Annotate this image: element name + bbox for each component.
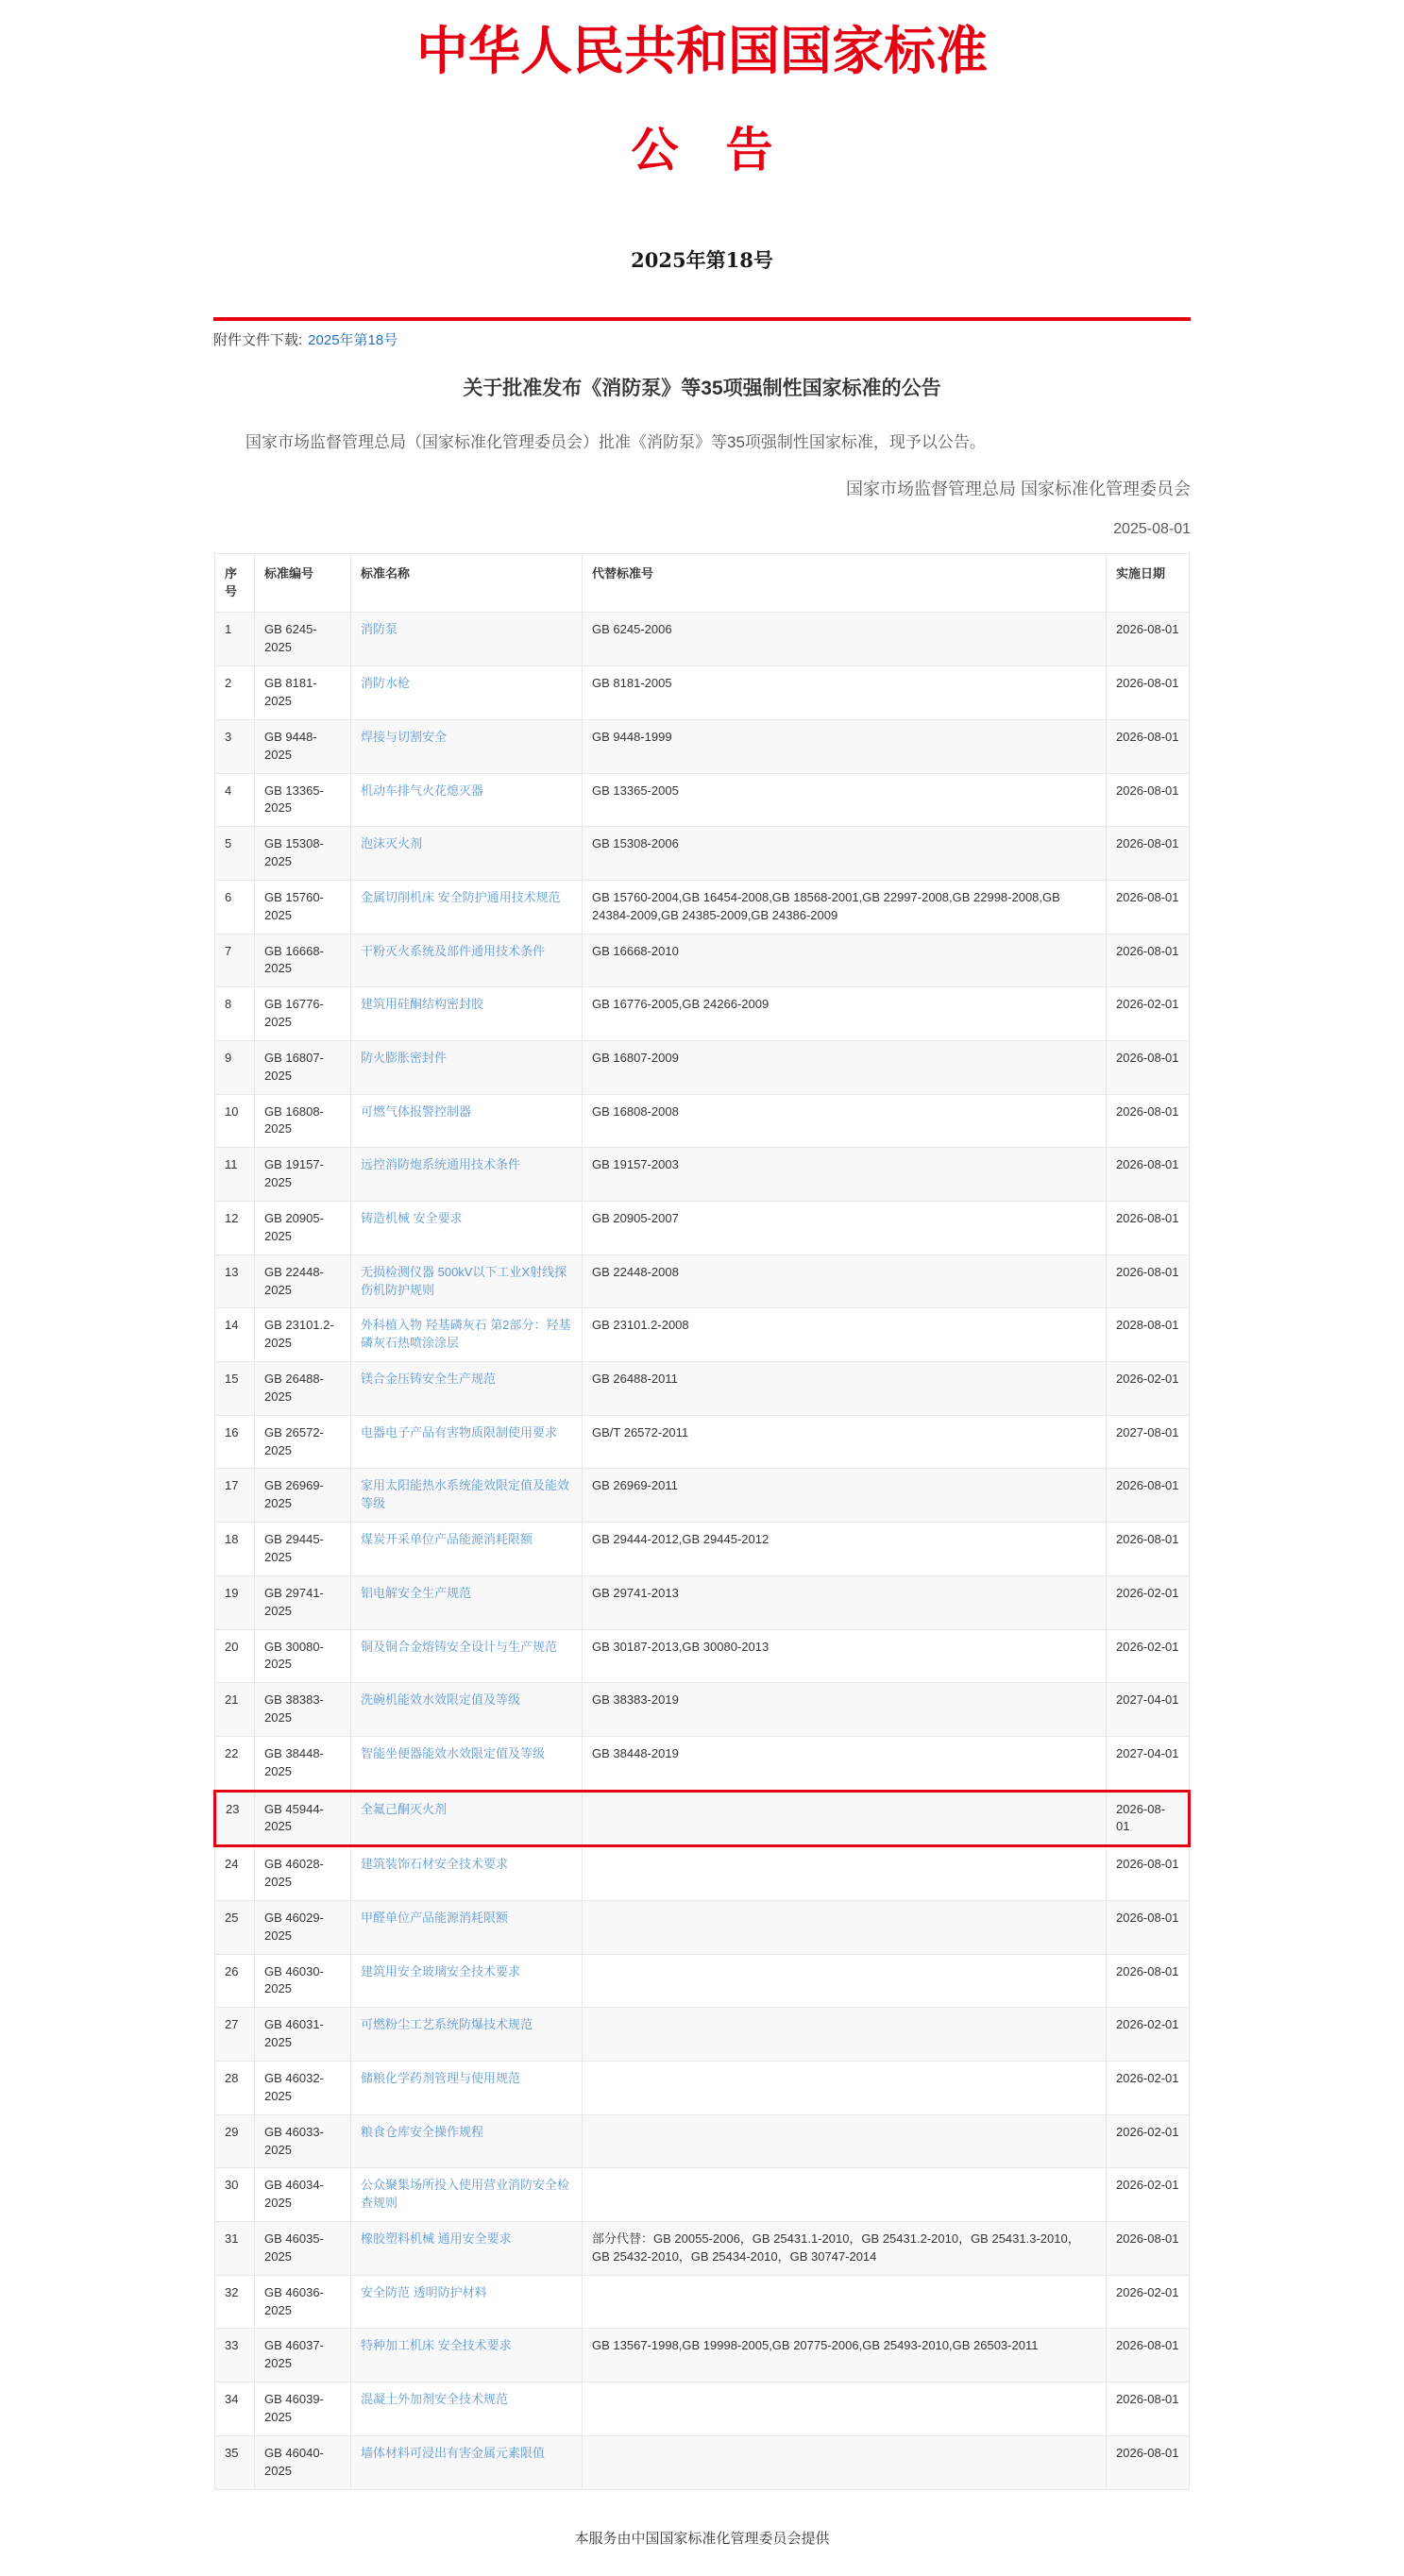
standard-name-link[interactable]: 机动车排气火花熄灭器 [361, 783, 484, 798]
cell-seq: 3 [215, 719, 255, 773]
cell-standard-code: GB 46034-2025 [255, 2168, 351, 2222]
publication-date: 2025-08-01 [1113, 520, 1191, 537]
cell-standard-code: GB 16807-2025 [255, 1040, 351, 1094]
cell-standard-name [351, 1094, 583, 1148]
cell-seq: 1 [215, 613, 255, 666]
table-row [215, 1900, 1190, 1954]
standard-name-link[interactable]: 公众聚集场所投入使用营业消防安全检查规则 [361, 2178, 570, 2211]
cell-implementation-date: 2026-08-01 [1107, 1469, 1190, 1523]
cell-standard-name [351, 2008, 583, 2062]
cell-implementation-date: 2026-08-01 [1107, 1040, 1190, 1094]
table-row [215, 2062, 1190, 2115]
cell-standard-code: GB 46037-2025 [255, 2329, 351, 2382]
cell-replaced-standards: GB 26969-2011 [583, 1469, 1107, 1523]
red-divider [213, 317, 1191, 321]
standard-name-link[interactable]: 铜及铜合金熔铸安全设计与生产规范 [361, 1639, 558, 1654]
cell-replaced-standards: GB 29444-2012,GB 29445-2012 [583, 1523, 1107, 1576]
table-row [215, 1094, 1190, 1148]
cell-standard-code: GB 22448-2025 [255, 1254, 351, 1308]
cell-standard-code: GB 15308-2025 [255, 827, 351, 881]
cell-standard-name [351, 2114, 583, 2168]
cell-replaced-standards [583, 1900, 1107, 1954]
cell-seq: 7 [215, 934, 255, 987]
standard-name-link[interactable]: 镁合金压铸安全生产规范 [361, 1372, 497, 1387]
cell-standard-name [351, 987, 583, 1041]
cell-standard-name [351, 1575, 583, 1629]
standard-name-link[interactable]: 洗碗机能效水效限定值及等级 [361, 1692, 521, 1708]
cell-implementation-date: 2026-08-01 [1107, 1846, 1190, 1901]
table-row [215, 1362, 1190, 1416]
standard-name-link[interactable]: 建筑用安全玻璃安全技术要求 [361, 1963, 521, 1978]
standard-name-link[interactable]: 全氟己酮灭火剂 [361, 1801, 448, 1816]
cell-replaced-standards: GB 30187-2013,GB 30080-2013 [583, 1629, 1107, 1683]
standard-name-link[interactable]: 智能坐便器能效水效限定值及等级 [361, 1745, 546, 1760]
cell-standard-name [351, 773, 583, 827]
cell-seq: 35 [215, 2435, 255, 2489]
table-row [215, 1954, 1190, 2008]
table-row [215, 666, 1190, 720]
cell-implementation-date: 2026-08-01 [1107, 1900, 1190, 1954]
cell-standard-code: GB 26969-2025 [255, 1469, 351, 1523]
cell-replaced-standards [583, 2435, 1107, 2489]
table-row [215, 1254, 1190, 1308]
table-row [215, 1415, 1190, 1469]
standard-name-link[interactable]: 可燃粉尘工艺系统防爆技术规范 [361, 2017, 533, 2032]
table-row [215, 613, 1190, 666]
cell-replaced-standards [583, 2008, 1107, 2062]
cell-replaced-standards [583, 2382, 1107, 2436]
cell-standard-name [351, 2062, 583, 2115]
cell-standard-name [351, 2382, 583, 2436]
cell-standard-code: GB 29445-2025 [255, 1523, 351, 1576]
cell-standard-code: GB 23101.2-2025 [255, 1308, 351, 1362]
cell-standard-code: GB 16808-2025 [255, 1094, 351, 1148]
cell-implementation-date: 2027-04-01 [1107, 1736, 1190, 1791]
cell-standard-code: GB 6245-2025 [255, 613, 351, 666]
standard-name-link[interactable]: 甲醛单位产品能源消耗限额 [361, 1910, 509, 1925]
standard-name-link[interactable]: 特种加工机床 安全技术要求 [361, 2338, 512, 2353]
cell-standard-code: GB 46030-2025 [255, 1954, 351, 2008]
table-row [215, 2329, 1190, 2382]
cell-standard-code: GB 46039-2025 [255, 2382, 351, 2436]
cell-seq: 11 [215, 1148, 255, 1202]
cell-implementation-date: 2026-02-01 [1107, 2062, 1190, 2115]
announcement-page [213, 0, 1191, 2576]
cell-implementation-date: 2027-08-01 [1107, 1415, 1190, 1469]
cell-standard-name [351, 1040, 583, 1094]
cell-seq: 22 [215, 1736, 255, 1791]
announcement-title: 关于批准发布《消防泵》等35项强制性国家标准的公告 [463, 378, 941, 400]
cell-seq: 26 [215, 1954, 255, 2008]
cell-replaced-standards: GB 22448-2008 [583, 1254, 1107, 1308]
standard-name-link[interactable]: 混凝土外加剂安全技术规范 [361, 2392, 509, 2407]
table-row [215, 773, 1190, 827]
cell-standard-name [351, 880, 583, 934]
cell-seq: 24 [215, 1846, 255, 1901]
cell-seq: 17 [215, 1469, 255, 1523]
cell-standard-code: GB 46040-2025 [255, 2435, 351, 2489]
cell-seq: 29 [215, 2114, 255, 2168]
cell-standard-name [351, 1254, 583, 1308]
table-row [215, 934, 1190, 987]
cell-standard-name [351, 1683, 583, 1737]
cell-seq: 15 [215, 1362, 255, 1416]
cell-standard-name [351, 1202, 583, 1255]
cell-implementation-date: 2028-08-01 [1107, 1308, 1190, 1362]
table-row [215, 2222, 1190, 2276]
cell-seq: 14 [215, 1308, 255, 1362]
cell-replaced-standards [583, 2275, 1107, 2329]
cell-seq: 6 [215, 880, 255, 934]
cell-standard-code: GB 46033-2025 [255, 2114, 351, 2168]
cell-implementation-date: 2026-08-01 [1107, 1202, 1190, 1255]
table-row [215, 2114, 1190, 2168]
column-header: 代替标准号 [583, 553, 1107, 613]
standard-name-link[interactable]: 消防泵 [361, 622, 398, 637]
cell-standard-name [351, 1415, 583, 1469]
table-row [215, 987, 1190, 1041]
table-row [215, 2008, 1190, 2062]
cell-standard-code: GB 46032-2025 [255, 2062, 351, 2115]
cell-seq: 34 [215, 2382, 255, 2436]
cell-standard-code: GB 16668-2025 [255, 934, 351, 987]
cell-standard-code: GB 20905-2025 [255, 1202, 351, 1255]
cell-standard-code: GB 38448-2025 [255, 1736, 351, 1791]
cell-standard-code: GB 30080-2025 [255, 1629, 351, 1683]
cell-standard-code: GB 45944-2025 [255, 1791, 351, 1846]
table-row [215, 1040, 1190, 1094]
cell-standard-name [351, 2435, 583, 2489]
cell-standard-name [351, 1954, 583, 2008]
standard-name-link[interactable]: 金属切削机床 安全防护通用技术规范 [361, 889, 561, 904]
attachment-label: 附件文件下载: [213, 332, 303, 349]
cell-implementation-date: 2026-08-01 [1107, 2222, 1190, 2276]
cell-implementation-date: 2026-02-01 [1107, 1629, 1190, 1683]
cell-replaced-standards: GB/T 26572-2011 [583, 1415, 1107, 1469]
column-header: 标准名称 [351, 553, 583, 613]
announcement-body: 国家市场监督管理总局（国家标准化管理委员会）批准《消防泵》等35项强制性国家标准，现予以公告。 [245, 433, 986, 452]
cell-seq: 18 [215, 1523, 255, 1576]
table-row [215, 2435, 1190, 2489]
footer-text: 本服务由中国国家标准化管理委员会提供 [574, 2530, 830, 2547]
cell-replaced-standards: GB 26488-2011 [583, 1362, 1107, 1416]
cell-seq: 28 [215, 2062, 255, 2115]
table-row [215, 1469, 1190, 1523]
table-row [215, 2275, 1190, 2329]
cell-implementation-date: 2026-08-01 [1107, 666, 1190, 720]
standard-name-link[interactable]: 建筑用硅酮结构密封胶 [361, 997, 484, 1012]
cell-standard-code: GB 8181-2025 [255, 666, 351, 720]
standard-name-link[interactable]: 远控消防炮系统通用技术条件 [361, 1157, 521, 1172]
attachment-link[interactable]: 2025年第18号 [308, 332, 398, 349]
table-row [215, 1308, 1190, 1362]
table-row [215, 827, 1190, 881]
table-row [215, 1683, 1190, 1737]
table-row [215, 2382, 1190, 2436]
cell-implementation-date: 2026-08-01 [1107, 1791, 1190, 1846]
cell-seq: 12 [215, 1202, 255, 1255]
cell-replaced-standards: GB 15308-2006 [583, 827, 1107, 881]
cell-replaced-standards: GB 16668-2010 [583, 934, 1107, 987]
cell-implementation-date: 2026-02-01 [1107, 1575, 1190, 1629]
standard-name-link[interactable]: 泡沫灭火剂 [361, 836, 423, 851]
cell-standard-name [351, 2329, 583, 2382]
table-row [215, 1736, 1190, 1791]
cell-seq: 30 [215, 2168, 255, 2222]
cell-implementation-date: 2026-08-01 [1107, 827, 1190, 881]
cell-standard-name [351, 1308, 583, 1362]
standard-name-link[interactable]: 可燃气体报警控制器 [361, 1103, 472, 1119]
cell-implementation-date: 2026-08-01 [1107, 613, 1190, 666]
cell-standard-code: GB 15760-2025 [255, 880, 351, 934]
standard-name-link[interactable]: 焊接与切割安全 [361, 729, 448, 744]
table-row [215, 719, 1190, 773]
cell-seq: 13 [215, 1254, 255, 1308]
standard-name-link[interactable]: 外科植入物 羟基磷灰石 第2部分：羟基磷灰石热喷涂涂层 [361, 1318, 571, 1351]
cell-replaced-standards: GB 13567-1998,GB 19998-2005,GB 20775-2006,GB 25493-2010,GB 26503-2011 [583, 2329, 1107, 2382]
cell-replaced-standards [583, 2168, 1107, 2222]
cell-seq: 23 [215, 1791, 255, 1846]
cell-seq: 4 [215, 773, 255, 827]
table-row [215, 880, 1190, 934]
standard-name-link[interactable]: 安全防范 透明防护材料 [361, 2284, 487, 2299]
cell-seq: 16 [215, 1415, 255, 1469]
table-row [215, 2168, 1190, 2222]
issue-number: 2025年第18号 [631, 248, 773, 273]
column-header: 标准编号 [255, 553, 351, 613]
column-header: 实施日期 [1107, 553, 1190, 613]
standard-name-link[interactable]: 无损检测仪器 500kV以下工业X射线探伤机防护规则 [361, 1264, 567, 1297]
cell-standard-name [351, 1900, 583, 1954]
cell-seq: 32 [215, 2275, 255, 2329]
cell-standard-name [351, 1736, 583, 1791]
cell-implementation-date: 2026-02-01 [1107, 2275, 1190, 2329]
cell-seq: 25 [215, 1900, 255, 1954]
cell-seq: 9 [215, 1040, 255, 1094]
cell-standard-code: GB 26572-2025 [255, 1415, 351, 1469]
cell-seq: 2 [215, 666, 255, 720]
table-row [215, 1202, 1190, 1255]
standard-name-link[interactable]: 煤炭开采单位产品能源消耗限额 [361, 1532, 533, 1547]
attachment-row [213, 329, 1191, 349]
cell-seq: 5 [215, 827, 255, 881]
cell-standard-code: GB 29741-2025 [255, 1575, 351, 1629]
page-subtitle: 公 告 [631, 122, 773, 178]
cell-standard-code: GB 46031-2025 [255, 2008, 351, 2062]
cell-replaced-standards: GB 19157-2003 [583, 1148, 1107, 1202]
cell-implementation-date: 2026-08-01 [1107, 2329, 1190, 2382]
cell-replaced-standards: GB 16808-2008 [583, 1094, 1107, 1148]
standard-name-link[interactable]: 防火膨胀密封件 [361, 1050, 448, 1065]
cell-standard-name [351, 666, 583, 720]
cell-replaced-standards: 部分代替：GB 20055-2006，GB 25431.1-2010，GB 25431.2-2010，GB 25431.3-2010，GB 25432-2010，GB 25434-2010，GB 30747-2014 [583, 2222, 1107, 2276]
cell-standard-code: GB 46029-2025 [255, 1900, 351, 1954]
cell-seq: 21 [215, 1683, 255, 1737]
standard-name-link[interactable]: 橡胶塑料机械 通用安全要求 [361, 2231, 512, 2247]
cell-seq: 31 [215, 2222, 255, 2276]
cell-standard-name [351, 1469, 583, 1523]
cell-standard-name [351, 613, 583, 666]
table-row [215, 1575, 1190, 1629]
standard-name-link[interactable]: 储粮化学药剂管理与使用规范 [361, 2071, 521, 2085]
cell-replaced-standards: GB 6245-2006 [583, 613, 1107, 666]
cell-replaced-standards: GB 16776-2005,GB 24266-2009 [583, 987, 1107, 1041]
table-row [215, 1148, 1190, 1202]
cell-replaced-standards: GB 38383-2019 [583, 1683, 1107, 1737]
cell-implementation-date: 2026-02-01 [1107, 987, 1190, 1041]
cell-standard-name [351, 1629, 583, 1683]
cell-replaced-standards [583, 1846, 1107, 1901]
cell-standard-name [351, 934, 583, 987]
cell-implementation-date: 2026-02-01 [1107, 1362, 1190, 1416]
cell-replaced-standards: GB 29741-2013 [583, 1575, 1107, 1629]
cell-standard-code: GB 38383-2025 [255, 1683, 351, 1737]
cell-implementation-date: 2026-08-01 [1107, 934, 1190, 987]
cell-implementation-date: 2026-02-01 [1107, 2114, 1190, 2168]
cell-implementation-date: 2026-08-01 [1107, 1148, 1190, 1202]
cell-standard-code: GB 26488-2025 [255, 1362, 351, 1416]
standard-name-link[interactable]: 电器电子产品有害物质限制使用要求 [361, 1424, 558, 1440]
cell-standard-code: GB 46035-2025 [255, 2222, 351, 2276]
standard-name-link[interactable]: 家用太阳能热水系统能效限定值及能效等级 [361, 1478, 570, 1511]
cell-implementation-date: 2026-08-01 [1107, 1523, 1190, 1576]
cell-standard-name [351, 2275, 583, 2329]
standard-name-link[interactable]: 墙体材料可浸出有害金属元素限值 [361, 2445, 546, 2460]
standard-name-link[interactable]: 干粉灭火系统及部件通用技术条件 [361, 943, 546, 958]
issuer-line: 国家市场监督管理总局 国家标准化管理委员会 [846, 479, 1191, 498]
cell-seq: 27 [215, 2008, 255, 2062]
cell-standard-code: GB 16776-2025 [255, 987, 351, 1041]
cell-implementation-date: 2026-08-01 [1107, 880, 1190, 934]
column-header: 序号 [215, 553, 255, 613]
cell-seq: 10 [215, 1094, 255, 1148]
cell-replaced-standards: GB 8181-2005 [583, 666, 1107, 720]
table-row [215, 1629, 1190, 1683]
cell-seq: 19 [215, 1575, 255, 1629]
cell-implementation-date: 2026-08-01 [1107, 1954, 1190, 2008]
cell-implementation-date: 2026-08-01 [1107, 719, 1190, 773]
cell-replaced-standards: GB 15760-2004,GB 16454-2008,GB 18568-2001,GB 22997-2008,GB 22998-2008,GB 24384-2009,GB 24385-2009,GB 24386-2009 [583, 880, 1107, 934]
table-row-highlighted [215, 1791, 1190, 1846]
standard-name-link[interactable]: 建筑装饰石材安全技术要求 [361, 1857, 509, 1872]
cell-standard-name [351, 1523, 583, 1576]
cell-standard-name [351, 719, 583, 773]
cell-standard-name [351, 827, 583, 881]
cell-standard-name [351, 1791, 583, 1846]
cell-implementation-date: 2026-02-01 [1107, 2008, 1190, 2062]
cell-replaced-standards: GB 13365-2005 [583, 773, 1107, 827]
cell-replaced-standards: GB 23101.2-2008 [583, 1308, 1107, 1362]
cell-replaced-standards: GB 20905-2007 [583, 1202, 1107, 1255]
standard-name-link[interactable]: 粮食仓库安全操作规程 [361, 2124, 484, 2139]
cell-implementation-date: 2026-08-01 [1107, 2435, 1190, 2489]
cell-standard-code: GB 9448-2025 [255, 719, 351, 773]
standard-name-link[interactable]: 消防水枪 [361, 676, 411, 691]
cell-standard-name [351, 2168, 583, 2222]
cell-implementation-date: 2027-04-01 [1107, 1683, 1190, 1737]
cell-standard-name [351, 1148, 583, 1202]
cell-implementation-date: 2026-08-01 [1107, 1254, 1190, 1308]
cell-seq: 33 [215, 2329, 255, 2382]
cell-seq: 20 [215, 1629, 255, 1683]
cell-standard-code: GB 46036-2025 [255, 2275, 351, 2329]
cell-implementation-date: 2026-08-01 [1107, 1094, 1190, 1148]
cell-replaced-standards [583, 1791, 1107, 1846]
cell-standard-code: GB 19157-2025 [255, 1148, 351, 1202]
cell-standard-name [351, 1362, 583, 1416]
cell-replaced-standards: GB 38448-2019 [583, 1736, 1107, 1791]
cell-replaced-standards: GB 9448-1999 [583, 719, 1107, 773]
cell-implementation-date: 2026-08-01 [1107, 2382, 1190, 2436]
cell-implementation-date: 2026-08-01 [1107, 773, 1190, 827]
standard-name-link[interactable]: 铸造机械 安全要求 [361, 1211, 463, 1225]
table-row [215, 1846, 1190, 1901]
cell-standard-code: GB 46028-2025 [255, 1846, 351, 1901]
table-row [215, 1523, 1190, 1576]
cell-replaced-standards [583, 2114, 1107, 2168]
cell-implementation-date: 2026-02-01 [1107, 2168, 1190, 2222]
cell-standard-name [351, 1846, 583, 1901]
cell-replaced-standards [583, 1954, 1107, 2008]
cell-replaced-standards: GB 16807-2009 [583, 1040, 1107, 1094]
standards-table [213, 553, 1191, 2490]
cell-standard-name [351, 2222, 583, 2276]
cell-seq: 8 [215, 987, 255, 1041]
page-title: 中华人民共和国国家标准 [415, 20, 988, 81]
cell-replaced-standards [583, 2062, 1107, 2115]
cell-standard-code: GB 13365-2025 [255, 773, 351, 827]
standard-name-link[interactable]: 铝电解安全生产规范 [361, 1585, 472, 1600]
table-header-row [215, 553, 1190, 613]
